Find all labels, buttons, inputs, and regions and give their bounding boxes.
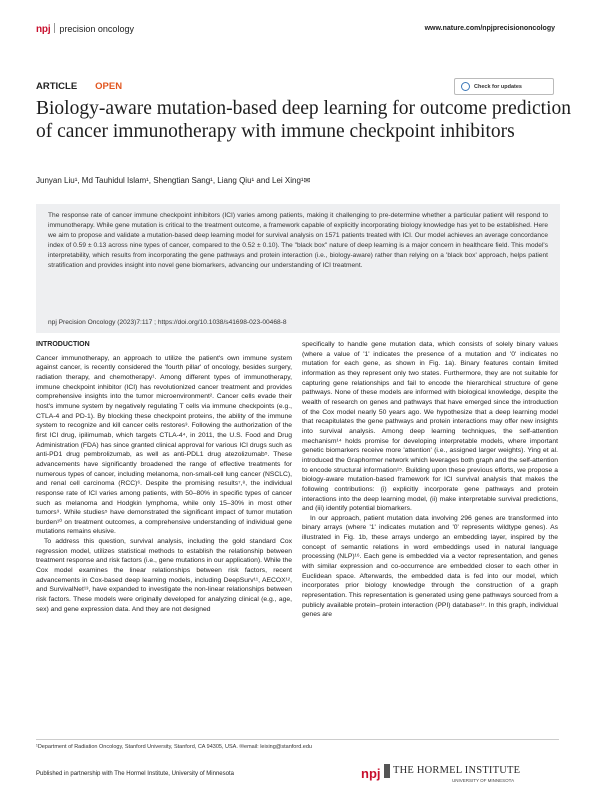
article-title: Biology-aware mutation-based deep learning for outcome prediction of cancer immunotherapy with immune checkpoint inhibitors — [36, 98, 571, 142]
right-column — [302, 340, 558, 620]
journal-url[interactable]: www.nature.com/npjprecisiononcology — [424, 25, 555, 32]
check-updates-label: Check for updates — [474, 83, 522, 90]
umn-name: UNIVERSITY OF MINNESOTA — [452, 778, 515, 783]
hormel-logo-icon — [384, 764, 390, 778]
intro-heading: INTRODUCTION — [36, 341, 90, 348]
abstract-text: The response rate of cancer immune checkpoint inhibitors (ICI) varies among patients, making it challenging to pre-determine whether a particular patient will respond to immunotherapy. While gene mutation is critical to the treatment outcome, a framework capable of explicitly incorporating biology knowledge has yet to be established. Here we aim to propose and validate a mutation-based deep learning model for survival analysis on 1571 patients treated with ICI. Our model achieves an average concordance index of 0.59 ± 0.13 across nine types of cancer, compared to the 0.52 ± 0.10). The "black box" nature of deep learning is a major concern in healthcare field. This model's interpretability, which results from incorporating the gene pathways and protein interaction (i.e., biology-aware) rather than relying on a 'black box' approach, helps patient stratification and provides insight into novel gene biomarkers, advancing our understanding of ICI treatment. — [48, 212, 548, 270]
left-column — [36, 340, 292, 614]
npj-logo: npj — [36, 24, 51, 35]
citation-line[interactable]: npj Precision Oncology (2023)7:117 ; https://doi.org/10.1038/s41698-023-00468-8 — [48, 319, 287, 326]
article-type: ARTICLE — [36, 81, 78, 92]
footnote-divider — [36, 739, 559, 740]
abstract-box — [36, 204, 560, 333]
left-paragraph-1: Cancer immunotherapy, an approach to utilize the patient's own immune system against cancer, is recently considered the 'fourth pillar' of oncology, besides surgery, radiation therapy, and chemotherapy¹. Among different types of immunotherapy, immune checkpoint inhibitor (ICI) has revolutionized cancer treatment and provides comprehensive insights into the tumor microenvironment². Cancer cells evade their host's immune system by negatively regulating T cells via immune checkpoints (e.g., CTLA-4 and PD-1). By blocking these checkpoint proteins, the ability of the immune system to recognize and kill cancer cells restores³. Following the authorization of the first ICI drug, ipilimumab, which targets CTLA-4⁴, in 2011, the U.S. Food and Drug Administration (FDA) has since granted clinical approval for various ICI drugs such as anti-PD1 drug pembrolizumab, as well as anti-PDL1 drug atezolizumab⁵. These advancements have significantly broadened the range of effective treatments for numerous types of cancer, including melanoma, non-small-cell lung cancer (NSCLC), and renal cell carcinoma (RCC)⁶. Despite the promising results⁷,⁸, the individual response rate of ICI varies among patients, with 50–80% in specific types of cancer such as melanoma and Hodgkin lymphoma, while only 15–30% in most other tumors⁹. While studies⁵ have demonstrated the significant impact of tumor mutation burden¹⁰ on treatment outcomes, a comprehensive understanding of individual gene mutations remains elusive. — [36, 354, 292, 536]
right-paragraph-2: In our approach, patient mutation data involving 296 genes are transformed into binary arrays (where '1' indicates mutation and '0' represents wildtype genes). As illustrated in Fig. 1b, these arrays undergo an embedding layer, inspired by the concept of semantic relations in word embeddings used in natural language processing (NLP)¹⁶. Each gene is embedded via a vector representation, and genes with similar expression and co-occurrence are embedded closer to each other in Euclidean space. Afterwards, the embedded data is fed into our model, which incorporates prior biology knowledge through the construction of a graph representation. This representation is generated using gene pathways sourced from a publicly available protein–protein interaction (PPI) database¹⁷. In this graph, individual genes are — [302, 514, 558, 619]
right-paragraph-1: specifically to handle gene mutation data, which consists of solely binary values (where a value of '1' indicates the presence of a mutation and '0' indicates no mutation for each gene, as shown in Fig. 1a). Binary features contain limited information as they represent only two states. Furthermore, they are not suitable for capturing gene relationships and fail to encode the hierarchical structure of gene pathways. None of these models are informed with biological knowledge, despite the wealth of research on genes and pathways that have emerged since the introduction of the Cox model nearly 50 years ago. We hypothesize that a deep learning model that recapitulates the gene pathways and protein interactions may offer new insights into survival analysis. Among deep learning techniques, the self-attention mechanism¹⁴ holds promise for developing interpretable models, where important genetic biomarkers receive more 'attention' (i.e., assigned larger weights). Ying et al. introduced the Graphormer network which leverages both graph and the self-attention to encode structural information¹⁵. Building upon these previous efforts, we propose a biology-aware mutation-based framework for ICI survival analysis that makes the following contributions: (i) explicitly incorporate gene pathways and protein interactions into the deep learning model, (ii) make interpretable survival predictions, and (iii) identify potential biomarkers. — [302, 341, 558, 513]
authors-text: Junyan Liu¹, Md Tauhidul Islam¹, Shengtian Sang¹, Liang Qiu¹ and Lei Xing¹✉ — [36, 176, 311, 185]
open-access-label: OPEN — [95, 81, 123, 92]
journal-header — [36, 23, 134, 35]
footer-npj-logo: npj — [361, 766, 381, 781]
left-paragraph-2: To address this question, survival analysis, including the gold standard Cox regression model, utilizes statistical methods to establish the relationship between treatment response and risk factors (i.e., gene mutations in our application). While the Cox model examines the linear relationships between risk factors, recent advancements in Cox-based deep learning models, including DeepSurv¹¹, AECOX¹², and SurvivalNet¹³, have expanded to investigate the non-linear relationships between risk factors. These models were originally developed for analyzing clinical (e.g., age, sex) and gene expression data. And they are not designed — [36, 538, 292, 613]
hormel-institute-name: THE HORMEL INSTITUTE — [393, 765, 521, 776]
affiliation-footnote: ¹Department of Radiation Oncology, Stanford University, Stanford, CA 94305, USA. ✉email: leixing@stanford.edu — [36, 744, 312, 750]
journal-name: precision oncology — [59, 24, 134, 34]
header-divider — [54, 23, 55, 33]
partnership-text: Published in partnership with The Hormel Institute, University of Minnesota — [36, 771, 234, 777]
check-updates-icon — [461, 82, 470, 91]
check-updates-button[interactable] — [454, 78, 554, 95]
article-type-row — [36, 81, 122, 92]
author-list — [36, 176, 310, 185]
